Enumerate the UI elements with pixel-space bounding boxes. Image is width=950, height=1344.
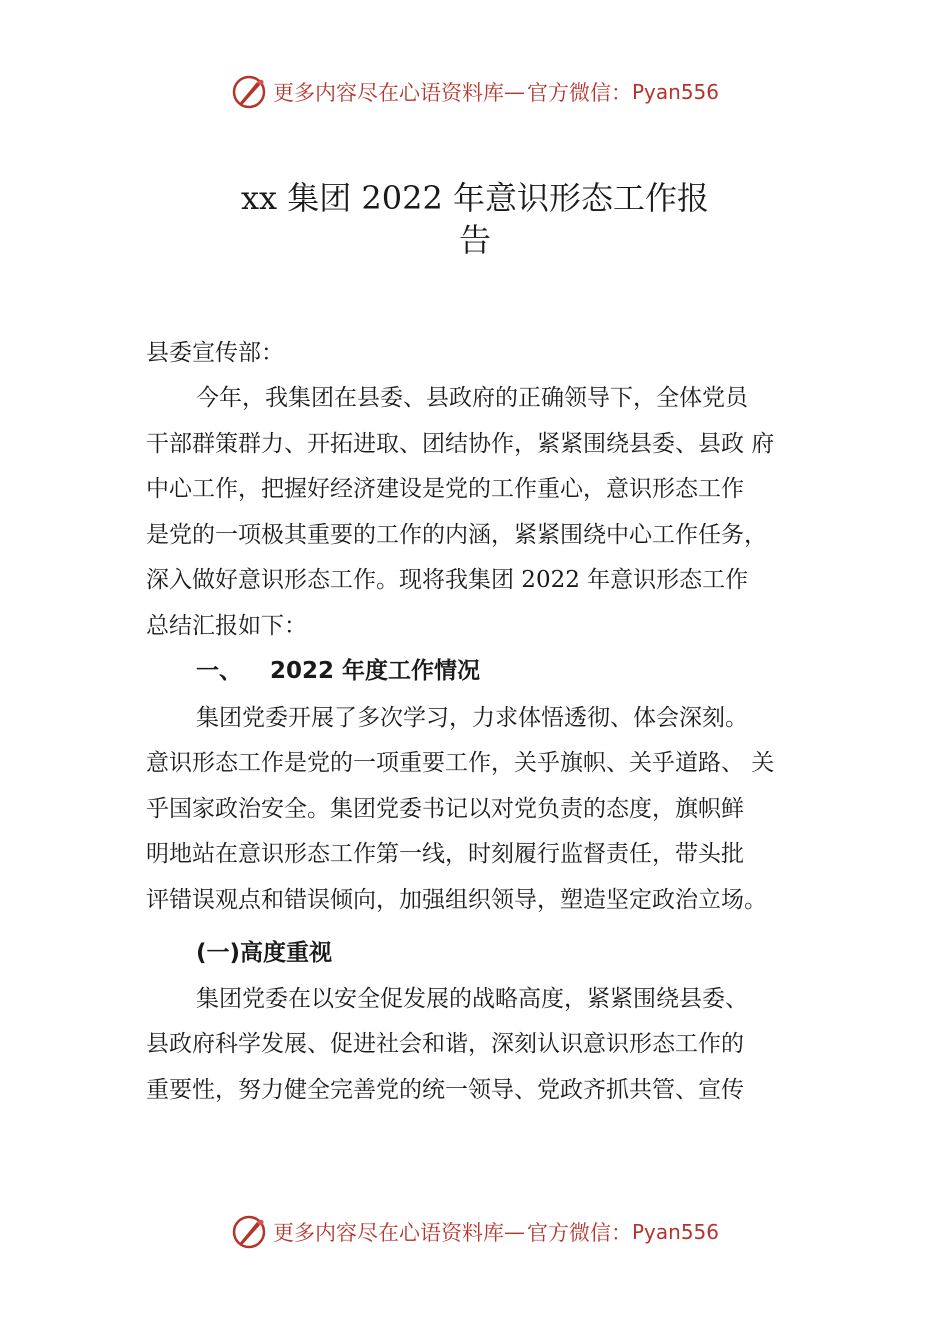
- document-title-line-1: xx 集团 2022 年意识形态工作报: [240, 179, 710, 217]
- quill-logo-icon: [231, 74, 267, 110]
- body-line: 重要性，努力健全完善党的统一领导、党政齐抓共管、宣传: [146, 1077, 744, 1103]
- salutation: 县委宣传部：: [146, 340, 284, 366]
- intro-line: 今年，我集团在县委、县政府的正确领导下，全体党员: [196, 385, 748, 411]
- banner-wechat-label: 官方微信：: [526, 1221, 632, 1245]
- intro-line: 总结汇报如下：: [146, 613, 307, 639]
- banner-separator: —: [503, 80, 527, 104]
- footer-watermark-banner: [0, 1210, 950, 1254]
- section-heading: [196, 656, 480, 686]
- body-line: 集团党委开展了多次学习，力求体悟透彻、体会深刻。: [196, 705, 748, 731]
- section-number: 一、: [196, 658, 242, 684]
- intro-line: 干部群策群力、开拓进取、团结协作，紧紧围绕县委、县政 府: [146, 431, 775, 457]
- banner-wechat-id: Pyan556: [631, 80, 719, 104]
- banner-separator: —: [503, 1220, 527, 1244]
- subsection-heading: (一)高度重视: [196, 940, 333, 966]
- body-line: 县政府科学发展、促进社会和谐，深刻认识意识形态工作的: [146, 1031, 744, 1057]
- banner-text: 更多内容尽在心语资料库: [272, 81, 504, 105]
- intro-line: 深入做好意识形态工作。现将我集团 2022 年意识形态工作: [146, 567, 749, 593]
- body-line: 集团党委在以安全促发展的战略高度，紧紧围绕县委、: [196, 986, 748, 1012]
- banner-wechat-id: Pyan556: [631, 1220, 719, 1244]
- quill-logo-icon: [231, 1214, 267, 1250]
- body-line: 乎国家政治安全。集团党委书记以对党负责的态度，旗帜鲜: [146, 796, 744, 822]
- intro-line: 中心工作，把握好经济建设是党的工作重心，意识形态工作: [146, 476, 744, 502]
- body-line: 明地站在意识形态工作第一线，时刻履行监督责任，带头批: [146, 841, 744, 867]
- body-line: 评错误观点和错误倾向，加强组织领导，塑造坚定政治立场。: [146, 887, 767, 913]
- header-watermark-banner: [0, 70, 950, 114]
- banner-text: 更多内容尽在心语资料库: [272, 1221, 504, 1245]
- document-title-line-2: 告: [458, 221, 491, 259]
- banner-wechat-label: 官方微信：: [526, 81, 632, 105]
- intro-line: 是党的一项极其重要的工作的内涵，紧紧围绕中心工作任务，: [146, 522, 767, 548]
- section-title: 2022 年度工作情况: [270, 658, 481, 684]
- body-line: 意识形态工作是党的一项重要工作，关乎旗帜、关乎道路、 关: [146, 750, 775, 776]
